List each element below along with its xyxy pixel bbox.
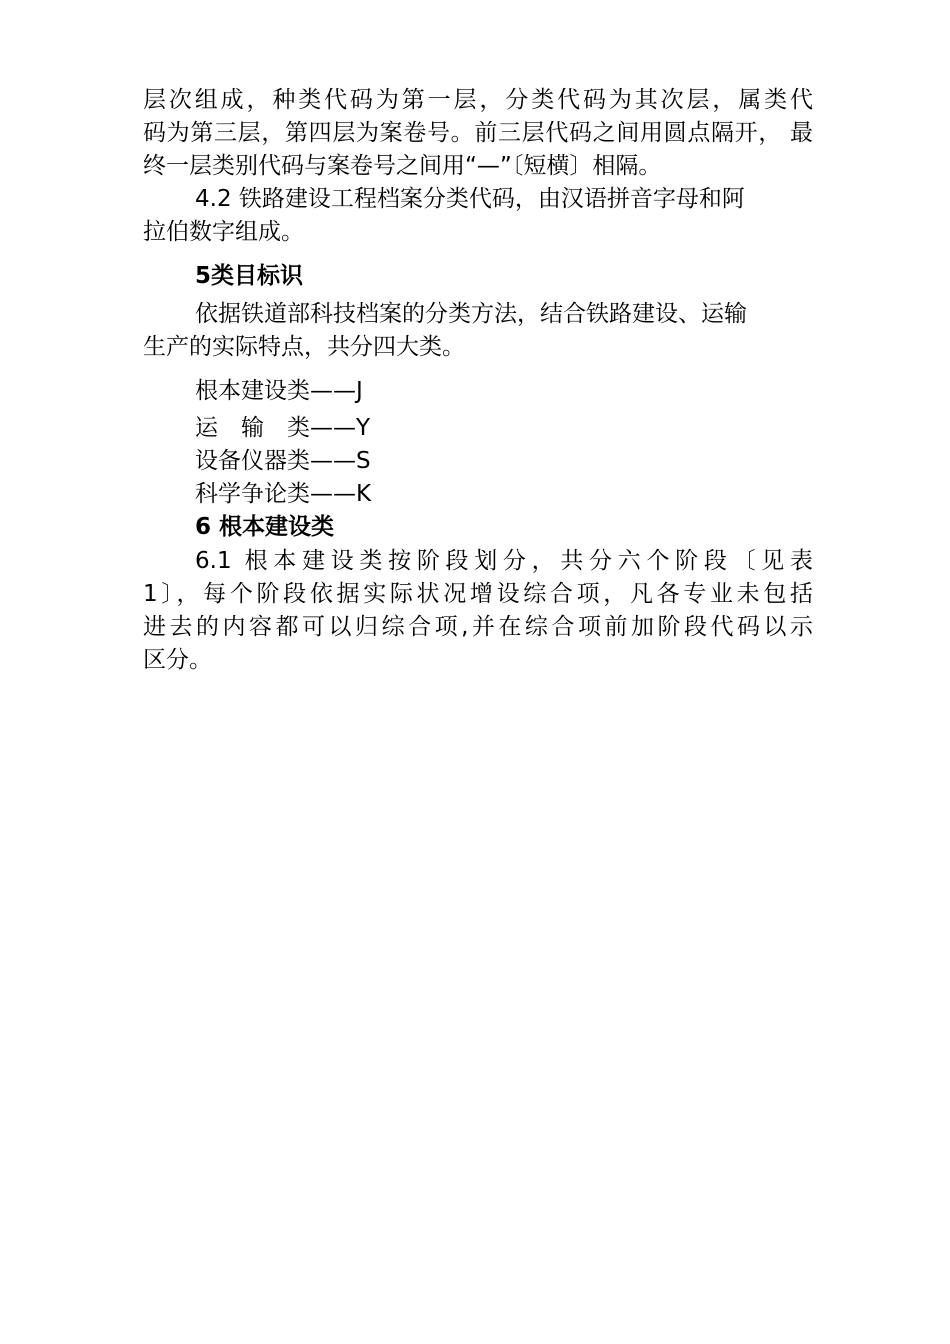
paragraph-line: 6.1 根本建设类按阶段划分，共分六个阶段〔见表: [195, 548, 813, 574]
section-heading: 6 根本建设类: [195, 514, 335, 540]
paragraph-line: 生产的实际特点，共分四大类。: [143, 334, 465, 360]
paragraph-line: 依据铁道部科技档案的分类方法，结合铁路建设、运输: [195, 301, 747, 327]
paragraph-line: 进去的内容都可以归综合项,并在综合项前加阶段代码以示: [143, 614, 813, 640]
paragraph-line: 1〕，每个阶段依据实际状况增设综合项，凡各专业未包括: [143, 581, 813, 607]
category-item: 科学争论类——K: [195, 481, 372, 507]
paragraph-line: 4.2 铁路建设工程档案分类代码，由汉语拼音字母和阿: [195, 186, 745, 212]
paragraph-line: 拉伯数字组成。: [143, 219, 304, 245]
paragraph-line: 码为第三层，第四层为案卷号。前三层代码之间用圆点隔开， 最: [143, 120, 813, 146]
paragraph-line: 终一层类别代码与案卷号之间用“—”〔短横〕相隔。: [143, 153, 662, 179]
category-item: 设备仪器类——S: [195, 448, 371, 474]
category-item: 根本建设类——J: [195, 378, 363, 404]
section-heading: 5类目标识: [195, 263, 304, 289]
category-item: 运 输 类——Y: [195, 415, 371, 441]
paragraph-line: 层次组成，种类代码为第一层，分类代码为其次层，属类代: [143, 87, 813, 113]
paragraph-line: 区分。: [143, 647, 212, 673]
